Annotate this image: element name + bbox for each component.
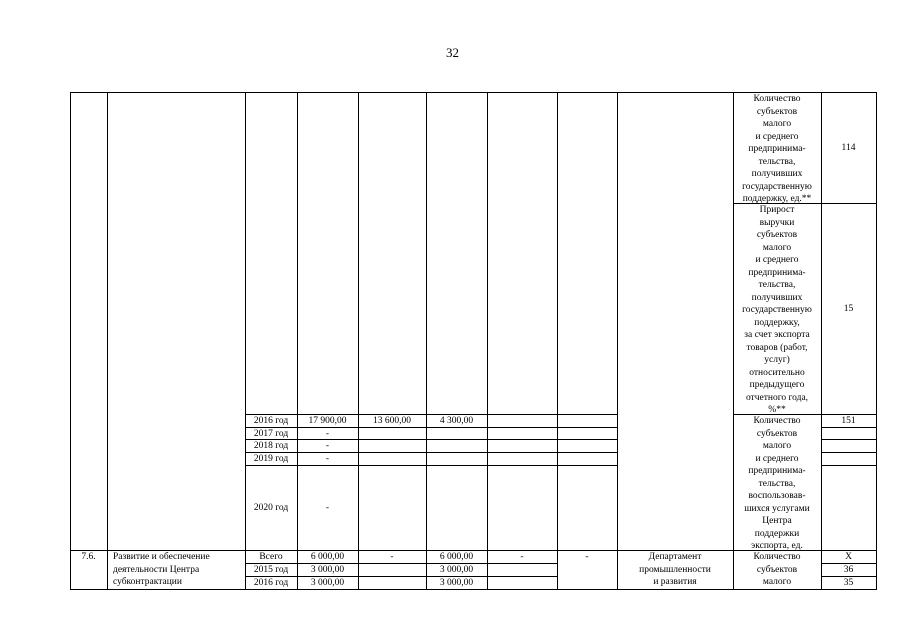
year-cell: 2017 год — [253, 429, 289, 439]
indicator-value: 15 — [843, 304, 854, 314]
total-cell: 3 000,00 — [310, 578, 345, 588]
total-cell: 6 000,00 — [310, 552, 345, 562]
amount-cell: 3 000,00 — [439, 578, 474, 588]
indicator-name: Количество субъектов малого и среднего предпринима- тельства, получивших государственную поддержку, ед.** — [742, 94, 812, 204]
year-cell: 2018 год — [253, 441, 289, 451]
item-number: 7.6. — [81, 552, 96, 562]
amount-cell: 4 300,00 — [439, 416, 474, 426]
indicator-name: Количество субъектов малого и среднего предпринима- тельства, воспользовав- шихся услугами Центра поддержки экспорта, ед. — [744, 416, 810, 551]
year-cell: Всего — [259, 552, 283, 562]
item-executor: Департамент промышленности и развития — [639, 552, 711, 587]
total-cell: - — [325, 441, 330, 451]
amount-cell: 3 000,00 — [439, 565, 474, 575]
indicator-name: Прирост выручки субъектов малого и среднего предпринима- тельства, получивших государственную поддержку, за счет экспорта товаров (работ, услуг) относительно предыдущего отчетного года, %** — [742, 205, 812, 415]
indicator-value: 114 — [841, 143, 856, 153]
year-cell: 2019 год — [253, 454, 289, 464]
total-cell: - — [325, 429, 330, 439]
amount-cell: 6 000,00 — [439, 552, 474, 562]
indicator-value: 36 — [843, 565, 854, 575]
amount-cell: - — [520, 552, 524, 562]
total-cell: 17 900,00 — [308, 416, 347, 426]
total-cell: - — [325, 454, 330, 464]
total-cell: 3 000,00 — [310, 565, 345, 575]
indicator-value: 151 — [841, 416, 856, 426]
indicator-name: Количество субъектов малого — [753, 552, 801, 587]
year-cell: 2015 год — [253, 565, 289, 575]
year-cell: 2016 год — [253, 416, 289, 426]
indicator-value: 35 — [843, 578, 854, 588]
year-cell: 2016 год — [253, 578, 289, 588]
page-number: 32 — [446, 45, 459, 60]
amount-cell: 13 600,00 — [373, 416, 411, 426]
amount-cell: - — [585, 552, 589, 562]
item-name: Развитие и обеспечение деятельности Центра субконтрактации — [113, 552, 210, 587]
amount-cell: - — [390, 552, 394, 562]
indicator-value: Х — [845, 552, 852, 562]
year-cell: 2020 год — [253, 503, 289, 513]
total-cell: - — [325, 503, 330, 513]
